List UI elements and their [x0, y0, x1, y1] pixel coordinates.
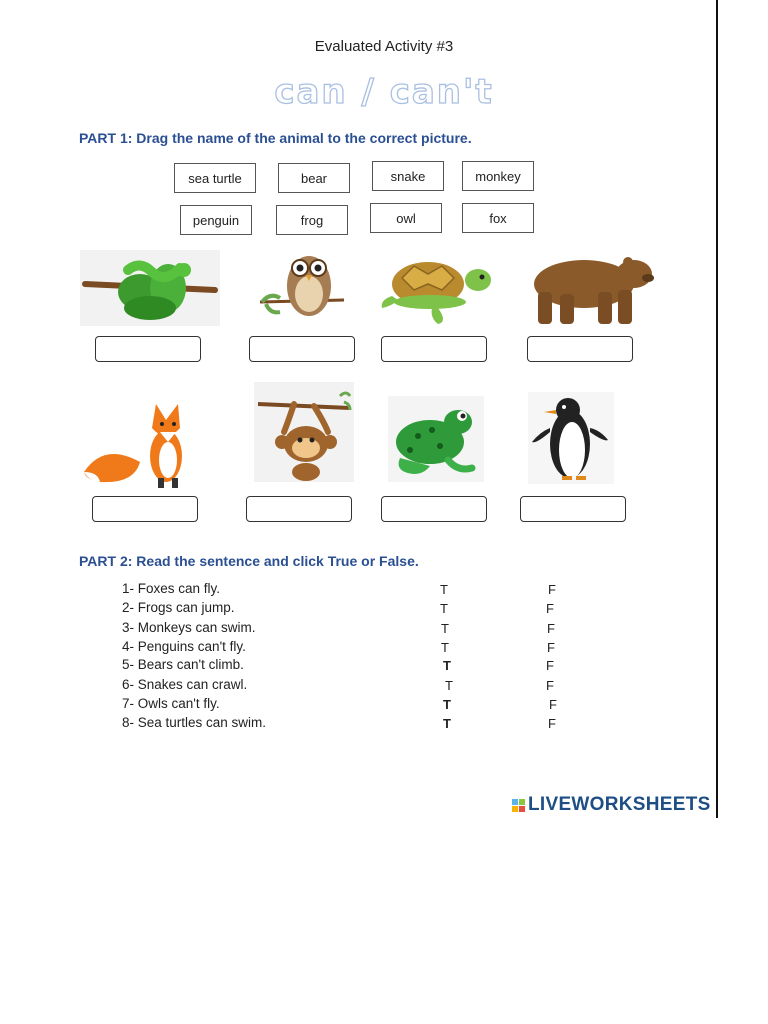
part2-instruction: PART 2: Read the sentence and click True or False. — [79, 553, 419, 569]
answer-box-monkey[interactable] — [246, 496, 352, 522]
owl-picture — [256, 250, 346, 324]
sentence: 3- Monkeys can swim. — [122, 620, 256, 635]
word-chip[interactable]: sea turtle — [174, 163, 256, 193]
word-chip[interactable]: frog — [276, 205, 348, 235]
false-option[interactable]: F — [546, 658, 554, 673]
word-chip[interactable]: monkey — [462, 161, 534, 191]
true-option[interactable]: T — [440, 601, 448, 616]
true-option[interactable]: T — [445, 678, 453, 693]
answer-box-owl[interactable] — [249, 336, 355, 362]
page-subtitle: can / can't — [274, 72, 494, 112]
monkey-picture — [254, 382, 354, 482]
part1-instruction: PART 1: Drag the name of the animal to the correct picture. — [79, 130, 472, 146]
false-option[interactable]: F — [548, 582, 556, 597]
answer-box-frog[interactable] — [381, 496, 487, 522]
answer-box-snake[interactable] — [95, 336, 201, 362]
sentence: 7- Owls can't fly. — [122, 696, 220, 711]
logo-grid-icon — [512, 799, 525, 812]
word-chip[interactable]: snake — [372, 161, 444, 191]
sentence: 5- Bears can't climb. — [122, 657, 244, 672]
word-chip[interactable]: penguin — [180, 205, 252, 235]
logo-text: LIVEWORKSHEETS — [528, 794, 711, 815]
answer-box-penguin[interactable] — [520, 496, 626, 522]
bear-picture — [524, 250, 654, 328]
false-option[interactable]: F — [546, 601, 554, 616]
sentence: 6- Snakes can crawl. — [122, 677, 248, 692]
page-title: Evaluated Activity #3 — [314, 38, 454, 55]
answer-box-fox[interactable] — [92, 496, 198, 522]
true-option[interactable]: T — [440, 582, 448, 597]
sea-turtle-picture — [378, 248, 498, 326]
false-option[interactable]: F — [547, 621, 555, 636]
liveworksheets-logo — [512, 794, 711, 816]
true-option[interactable]: T — [443, 697, 451, 712]
true-option[interactable]: T — [441, 621, 449, 636]
frog-picture — [388, 396, 484, 482]
sentence: 2- Frogs can jump. — [122, 600, 235, 615]
false-option[interactable]: F — [549, 697, 557, 712]
answer-box-bear[interactable] — [527, 336, 633, 362]
true-option[interactable]: T — [443, 658, 451, 673]
page-border — [716, 0, 718, 818]
false-option[interactable]: F — [547, 640, 555, 655]
word-chip[interactable]: owl — [370, 203, 442, 233]
word-chip[interactable]: fox — [462, 203, 534, 233]
word-chip[interactable]: bear — [278, 163, 350, 193]
sentence: 4- Penguins can't fly. — [122, 639, 246, 654]
true-option[interactable]: T — [443, 716, 451, 731]
sentence: 8- Sea turtles can swim. — [122, 715, 267, 730]
fox-picture — [82, 398, 194, 488]
answer-box-sea-turtle[interactable] — [381, 336, 487, 362]
false-option[interactable]: F — [546, 678, 554, 693]
penguin-picture — [528, 392, 614, 484]
snake-picture — [80, 250, 220, 326]
false-option[interactable]: F — [548, 716, 556, 731]
true-option[interactable]: T — [441, 640, 449, 655]
sentence: 1- Foxes can fly. — [122, 581, 221, 596]
